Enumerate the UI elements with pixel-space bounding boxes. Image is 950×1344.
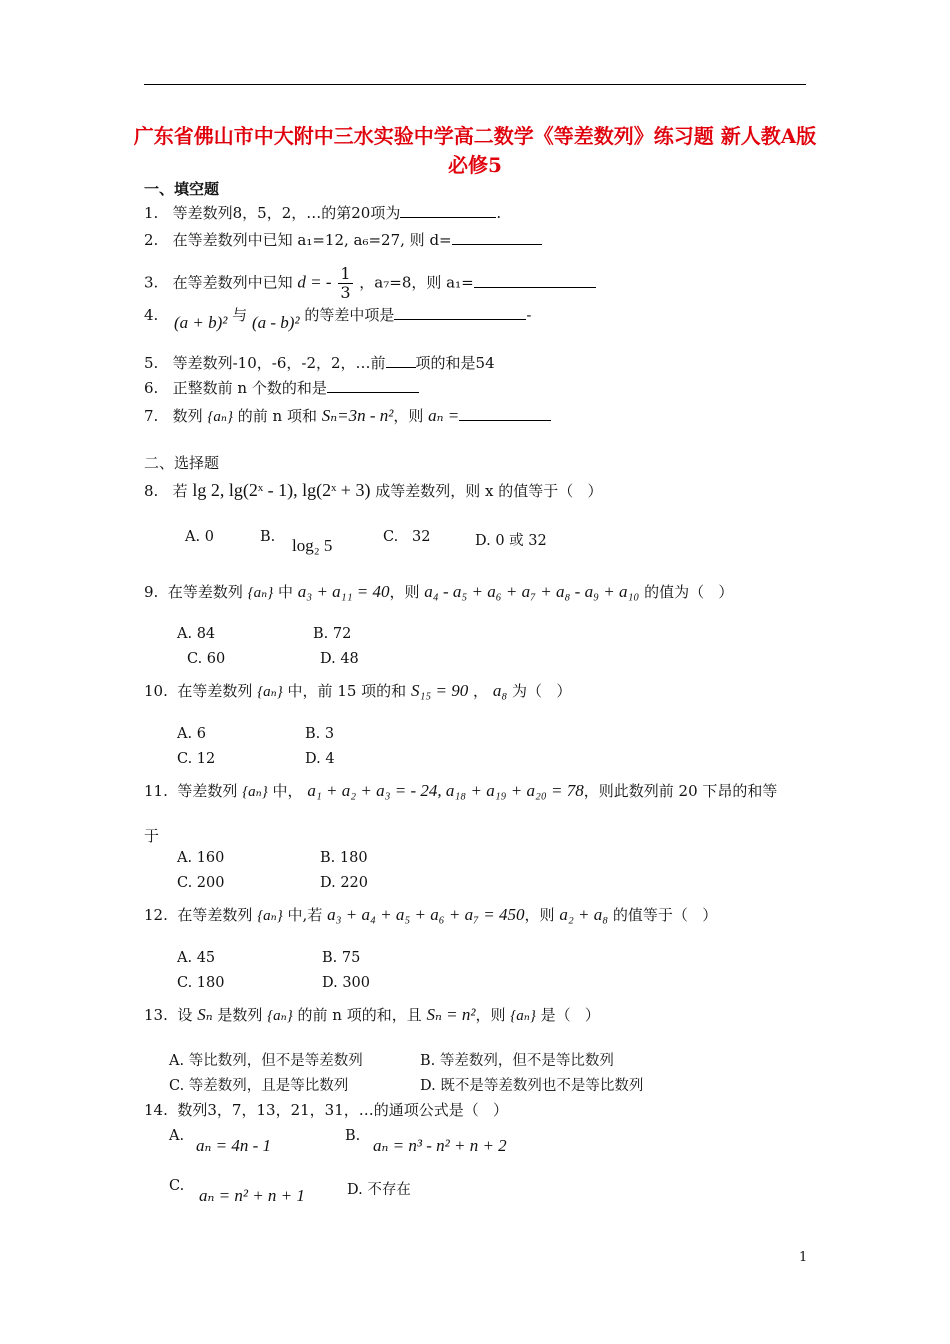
option-b-math: aₙ = n³ - n² + n + 2 bbox=[373, 1136, 507, 1155]
question-7-math: Sₙ=3n - n² bbox=[321, 406, 394, 425]
question-7-math-2: aₙ = bbox=[428, 406, 460, 425]
question-10 bbox=[144, 680, 571, 701]
question-8-text: 8. 若 bbox=[144, 482, 188, 500]
option-c-math: aₙ = n² + n + 1 bbox=[199, 1186, 305, 1205]
question-8-text-2: 成等差数列，则 x 的值等于（ ） bbox=[375, 482, 603, 500]
question-11 bbox=[144, 780, 777, 801]
option-b-math: log₂ 5 bbox=[292, 536, 333, 555]
option-c: C. 等差数列，且是等比数列 bbox=[169, 1078, 349, 1094]
question-6-text: 6. 正整数前 n 个数的和是 bbox=[144, 379, 327, 397]
option-b: B. 180 bbox=[320, 850, 368, 866]
option-a: A. 84 bbox=[177, 626, 216, 642]
question-1 bbox=[144, 202, 501, 223]
header-rule bbox=[144, 84, 806, 85]
option-a-math: aₙ = 4n - 1 bbox=[196, 1136, 272, 1155]
sequence-an: {aₙ} bbox=[257, 684, 283, 700]
option-b: B. 等差数列，但不是等比数列 bbox=[420, 1053, 614, 1069]
answer-blank bbox=[400, 205, 496, 218]
sequence-an: {aₙ} bbox=[510, 1008, 536, 1024]
question-13-text-4: ，则 bbox=[475, 1006, 506, 1024]
answer-blank bbox=[327, 380, 419, 393]
question-2 bbox=[144, 229, 542, 250]
answer-blank bbox=[386, 355, 416, 368]
option-d: D. 0 或 32 bbox=[475, 533, 547, 549]
question-4-with: 与 bbox=[232, 306, 248, 324]
option-b: B. bbox=[260, 529, 276, 545]
question-9-text-3: ，则 bbox=[389, 583, 420, 601]
sequence-an: {aₙ} bbox=[257, 908, 283, 924]
option-d: D. 既不是等差数列也不是等比数列 bbox=[420, 1078, 644, 1094]
question-12-math: a₃ + a₄ + a₅ + a₆ + a₇ = 450 bbox=[327, 905, 525, 924]
question-13-text: 13. 设 bbox=[144, 1006, 193, 1024]
question-7-text: 7. 数列 bbox=[144, 407, 203, 425]
fraction-denominator: 3 bbox=[340, 283, 351, 302]
question-11-text-2: 中， bbox=[272, 782, 303, 800]
sequence-an: {aₙ} bbox=[267, 1008, 293, 1024]
option-a: A. 160 bbox=[177, 850, 225, 866]
question-13-text-2: 是数列 bbox=[217, 1006, 263, 1024]
question-1-end: . bbox=[496, 204, 502, 222]
option-d: D. 220 bbox=[320, 875, 369, 891]
question-11-continued: 于 bbox=[144, 827, 160, 845]
option-c: C. 32 bbox=[383, 529, 431, 545]
question-12-math-2: a₂ + a₈ bbox=[559, 905, 609, 924]
question-12-text: 12. 在等差数列 bbox=[144, 906, 253, 924]
question-9-math-2: a₄ - a₅ + a₆ + a₇ + a₈ - a₉ + a₁₀ bbox=[424, 582, 640, 601]
question-9-text-2: 中 bbox=[278, 583, 294, 601]
question-9-text-4: 的值为（ ） bbox=[644, 583, 734, 601]
question-10-math: S₁₅ = 90 bbox=[410, 681, 469, 700]
answer-blank bbox=[394, 307, 526, 320]
question-10-text-2: 中，前 15 项的和 bbox=[287, 682, 407, 700]
question-13-math: Sₙ = n² bbox=[426, 1005, 476, 1024]
question-11-math: a₁ + a₂ + a₃ = - 24, a₁₈ + a₁₉ + a₂₀ = 78 bbox=[307, 781, 584, 800]
option-a: A. 等比数列，但不是等差数列 bbox=[169, 1053, 363, 1069]
option-d: D. 不存在 bbox=[347, 1182, 411, 1198]
answer-blank bbox=[452, 232, 542, 245]
question-13 bbox=[144, 1004, 600, 1025]
question-4-end: - bbox=[526, 306, 532, 324]
sequence-an: {aₙ} bbox=[242, 784, 268, 800]
question-10-text: 10. 在等差数列 bbox=[144, 682, 253, 700]
question-4-math-2: (a - b)² bbox=[251, 313, 300, 332]
question-2-text: 2. 在等差数列中已知 a₁=12, a₆=27, 则 d= bbox=[144, 231, 452, 249]
section-fill-heading: 一、填空题 bbox=[144, 180, 220, 198]
question-4-body bbox=[174, 306, 532, 333]
option-d: D. 48 bbox=[320, 651, 359, 667]
question-10-text-4: 为（ ） bbox=[512, 682, 572, 700]
question-5 bbox=[144, 352, 495, 373]
question-14: 14. 数列3，7，13，21，31，…的通项公式是（ ） bbox=[144, 1101, 509, 1119]
option-c: C. 12 bbox=[177, 751, 216, 767]
option-c: C. bbox=[169, 1178, 185, 1194]
question-9-text: 9. 在等差数列 bbox=[144, 583, 243, 601]
option-a: A. 6 bbox=[177, 726, 206, 742]
option-b: B. 3 bbox=[305, 726, 335, 742]
question-12-text-3: ，则 bbox=[524, 906, 555, 924]
question-13-text-3: 的前 n 项的和，且 bbox=[297, 1006, 422, 1024]
option-a: A. 45 bbox=[177, 950, 216, 966]
question-4-text: 的等差中项是 bbox=[304, 306, 395, 324]
question-4 bbox=[144, 306, 158, 324]
question-1-text: 1. 等差数列8，5，2，…的第20项为 bbox=[144, 204, 401, 222]
question-3-text: 3. 在等差数列中已知 bbox=[144, 273, 293, 292]
page-title: 广东省佛山市中大附中三水实验中学高二数学《等差数列》练习题 新人教A版必修5 bbox=[133, 124, 817, 177]
answer-blank bbox=[459, 408, 551, 421]
question-12-text-2: 中,若 bbox=[287, 906, 323, 924]
page-number: 1 bbox=[799, 1250, 808, 1265]
fraction-numerator: 1 bbox=[340, 264, 351, 283]
question-10-math-2: a₈ bbox=[492, 681, 508, 700]
question-3-math: d = - bbox=[297, 272, 332, 292]
option-d: D. 300 bbox=[322, 975, 371, 991]
question-7-text-2: 的前 n 项和 bbox=[237, 407, 317, 425]
section-choice-heading: 二、选择题 bbox=[144, 454, 220, 472]
question-13-text-5: 是（ ） bbox=[540, 1006, 600, 1024]
fraction bbox=[338, 265, 352, 302]
question-3 bbox=[144, 265, 596, 302]
question-13-sn: Sₙ bbox=[197, 1005, 213, 1024]
question-8-math: lg 2, lg(2ˣ - 1), lg(2ˣ + 3) bbox=[192, 480, 371, 500]
question-4-math-1: (a + b)² bbox=[174, 313, 228, 332]
option-b: B. 75 bbox=[322, 950, 361, 966]
option-a: A. bbox=[169, 1128, 185, 1144]
option-a: A. 0 bbox=[185, 529, 214, 545]
question-8 bbox=[144, 480, 603, 501]
option-b: B. bbox=[345, 1128, 361, 1144]
question-7 bbox=[144, 405, 551, 426]
question-11-text-3: ，则此数列前 20 下昂的和等 bbox=[583, 782, 778, 800]
sequence-an: {aₙ} bbox=[247, 585, 274, 601]
question-11-text: 11. 等差数列 bbox=[144, 782, 238, 800]
question-12 bbox=[144, 904, 717, 925]
question-9 bbox=[144, 581, 733, 602]
question-6 bbox=[144, 377, 419, 398]
option-c: C. 60 bbox=[187, 651, 226, 667]
option-c: C. 180 bbox=[177, 975, 225, 991]
option-c: C. 200 bbox=[177, 875, 225, 891]
question-5-end: 项的和是54 bbox=[415, 354, 495, 372]
question-3-text-2: ，a₇=8，则 a₁= bbox=[359, 273, 474, 292]
question-7-text-3: ，则 bbox=[393, 407, 424, 425]
option-d: D. 4 bbox=[305, 751, 335, 767]
option-b: B. 72 bbox=[313, 626, 352, 642]
question-9-math: a₃ + a₁₁ = 40 bbox=[297, 582, 390, 601]
question-12-text-4: 的值等于（ ） bbox=[612, 906, 718, 924]
question-4-number: 4. bbox=[144, 306, 159, 324]
answer-blank bbox=[474, 275, 596, 288]
sequence-an: {aₙ} bbox=[207, 409, 233, 425]
question-5-text: 5. 等差数列-10，-6，-2，2，…前 bbox=[144, 354, 386, 372]
question-10-text-3: ， bbox=[473, 682, 489, 700]
